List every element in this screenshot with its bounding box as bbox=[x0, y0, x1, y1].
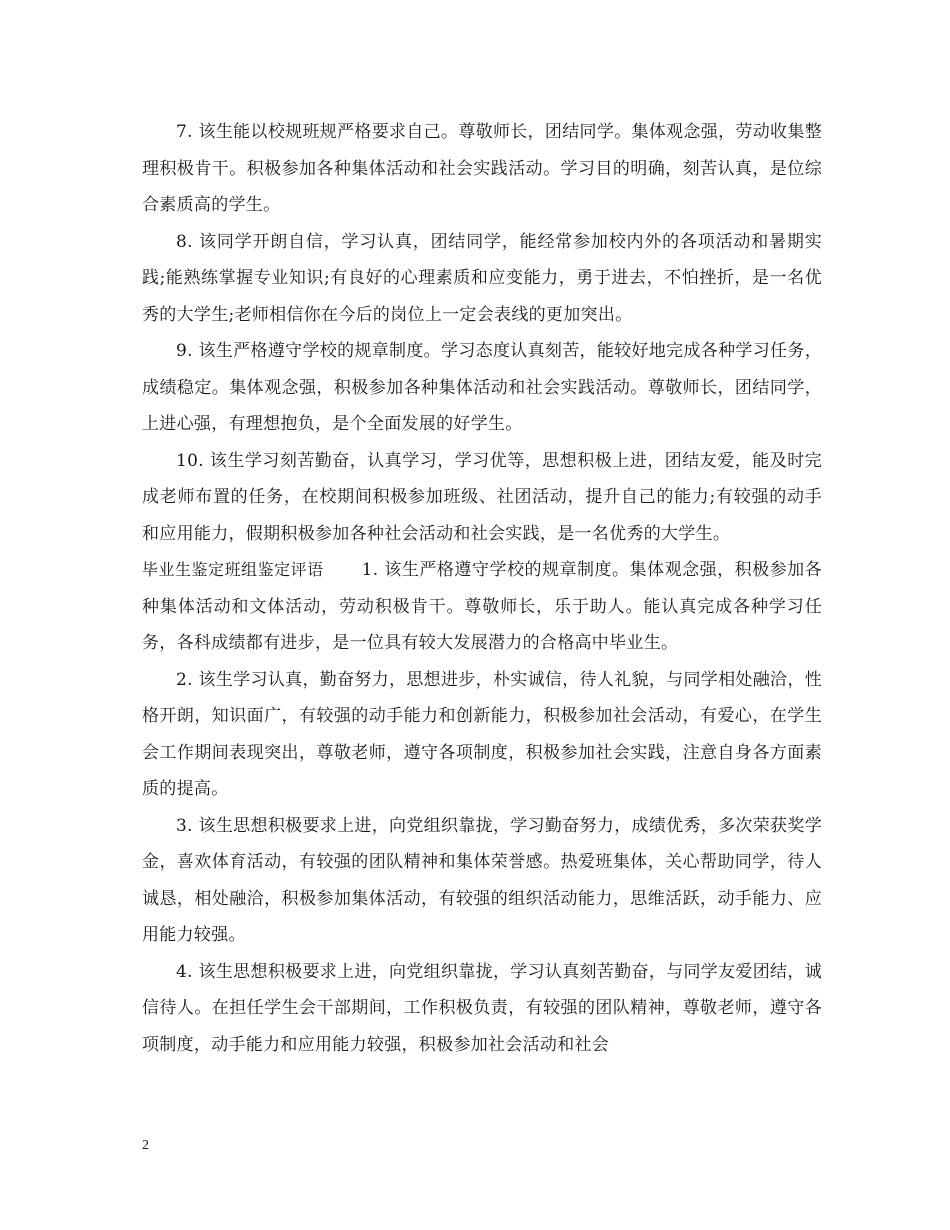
section-item-3: 3. 该生思想积极要求上进，向党组织靠拢，学习勤奋努力，成绩优秀，多次荣获奖学金，喜欢体育活动，有较强的团队精神和集体荣誉感。热爱班集体，关心帮助同学，待人诚恳，相处融洽，积极参加集体活动，有较强的组织活动能力，思维活跃，动手能力、应用能力较强。 bbox=[142, 815, 822, 945]
paragraph-item-8: 8. 该同学开朗自信，学习认真，团结同学，能经常参加校内外的各项活动和暑期实践;能熟练掌握专业知识;有良好的心理素质和应变能力，勇于进去，不怕挫折，是一名优秀的大学生;老师相信你在今后的岗位上一定会表线的更加突出。 bbox=[142, 231, 822, 325]
document-body bbox=[142, 114, 822, 1063]
section-item-4: 4. 该生思想积极要求上进，向党组织靠拢，学习认真刻苦勤奋，与同学友爱团结，诚信待人。在担任学生会干部期间，工作积极负责，有较强的团队精神，尊敬老师，遵守各项制度，动手能力和应用能力较强，积极参加社会活动和社会 bbox=[142, 961, 822, 1055]
section-item-1: 1. 该生严格遵守学校的规章制度。集体观念强，积极参加各种集体活动和文体活动，劳动积极肯干。尊敬师长，乐于助人。能认真完成各种学习任务，各科成绩都有进步，是一位具有较大发展潜力的合格高中毕业生。 bbox=[142, 560, 822, 653]
paragraph-item-7: 7. 该生能以校规班规严格要求自己。尊敬师长，团结同学。集体观念强，劳动收集整理积极肯干。积极参加各种集体活动和社会实践活动。学习目的明确，刻苦认真，是位综合素质高的学生。 bbox=[142, 122, 822, 215]
section-paragraph bbox=[142, 552, 822, 662]
section-heading: 毕业生鉴定班组鉴定评语 bbox=[142, 560, 324, 579]
paragraph-item-9: 9. 该生严格遵守学校的规章制度。学习态度认真刻苦，能较好地完成各种学习任务，成绩稳定。集体观念强，积极参加各种集体活动和社会实践活动。尊敬师长，团结同学，上进心强，有理想抱负，是个全面发展的好学生。 bbox=[142, 341, 822, 434]
page-number: 2 bbox=[142, 1138, 149, 1153]
paragraph-item-10: 10. 该生学习刻苦勤奋，认真学习，学习优等，思想积极上进，团结友爱，能及时完成老师布置的任务，在校期间积极参加班级、社团活动，提升自己的能力;有较强的动手和应用能力，假期积极参加各种社会活动和社会实践，是一名优秀的大学生。 bbox=[142, 450, 822, 544]
section-item-2: 2. 该生学习认真，勤奋努力，思想进步，朴实诚信，待人礼貌，与同学相处融洽，性格开朗，知识面广，有较强的动手能力和创新能力，积极参加社会活动，有爱心，在学生会工作期间表现突出，尊敬老师，遵守各项制度，积极参加社会实践，注意自身各方面素质的提高。 bbox=[142, 669, 822, 799]
